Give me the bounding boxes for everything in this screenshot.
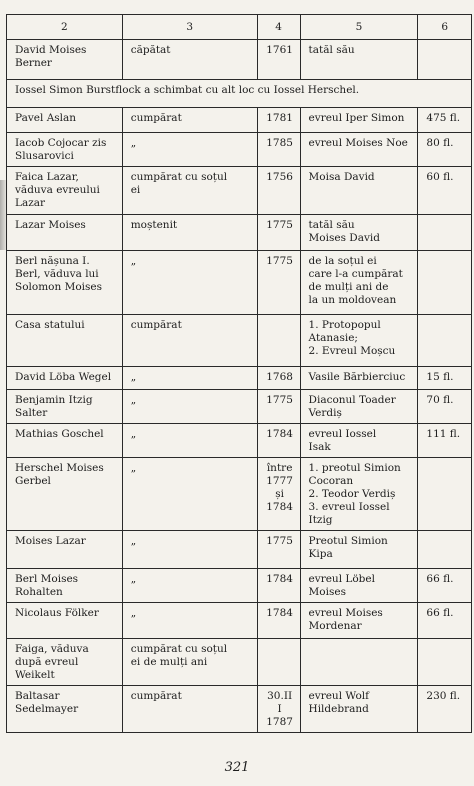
table-row	[7, 603, 472, 639]
cell-line: 80 fl.	[426, 137, 454, 149]
price-cell	[418, 458, 472, 531]
cell-line: Sedelmayer	[15, 703, 79, 715]
cell-line: 1775	[266, 394, 293, 406]
cell-line: Moises David	[308, 232, 380, 244]
cell-line: Faiga, văduva	[15, 643, 89, 655]
cell-line: de la soțul ei	[308, 255, 377, 267]
year-cell	[257, 251, 300, 315]
seller-cell	[300, 686, 418, 733]
column-number: 2	[7, 15, 123, 40]
seller-cell	[300, 367, 418, 390]
seller-cell	[300, 390, 418, 424]
cell-line: 1768	[266, 371, 293, 383]
price-cell	[418, 40, 472, 80]
table-row	[7, 639, 472, 686]
cell-line: cumpărat	[130, 319, 182, 331]
cell-line: „	[130, 428, 137, 440]
cell-line: Mordenar	[308, 620, 362, 632]
cell-line: 15 fl.	[426, 371, 454, 383]
cell-line: Berl Moises	[15, 573, 79, 585]
table-row	[7, 531, 472, 569]
cell-line: 30.III	[267, 690, 293, 715]
cell-line: 1775	[266, 535, 293, 547]
cell-line: 475 fl.	[426, 112, 461, 124]
year-cell	[257, 424, 300, 458]
owner-cell	[7, 108, 123, 133]
year-cell	[257, 215, 300, 251]
cell-line: căpătat	[130, 44, 171, 56]
year-cell	[257, 108, 300, 133]
cell-line: 1781	[266, 112, 293, 124]
acquisition-cell	[122, 424, 257, 458]
cell-line: Berner	[15, 57, 52, 69]
owner-cell	[7, 133, 123, 167]
cell-line: Isak	[308, 441, 331, 453]
cell-line: și	[275, 488, 284, 500]
column-number: 5	[300, 15, 418, 40]
cell-line: Lazar Moises	[15, 219, 86, 231]
year-cell	[257, 133, 300, 167]
cell-line: Slusarovici	[15, 150, 74, 162]
year-cell	[257, 167, 300, 215]
cell-line: de mulți ani de	[308, 281, 389, 293]
cell-line: „	[130, 137, 137, 149]
cell-line: Moisa David	[308, 171, 375, 183]
table-row	[7, 133, 472, 167]
cell-line: Mathias Goschel	[15, 428, 104, 440]
cell-line: 1785	[266, 137, 293, 149]
seller-cell	[300, 167, 418, 215]
acquisition-cell	[122, 390, 257, 424]
cell-line: 1784	[266, 607, 293, 619]
table-row	[7, 40, 472, 80]
cell-line: 1756	[266, 171, 293, 183]
owner-cell	[7, 458, 123, 531]
acquisition-cell	[122, 167, 257, 215]
cell-line: evreul Moises Noe	[308, 137, 408, 149]
owner-cell	[7, 424, 123, 458]
cell-line: Kipa	[308, 548, 333, 560]
cell-line: la un moldovean	[308, 294, 397, 306]
cell-line: Berl nășuna I.	[15, 255, 90, 267]
cell-line: „	[130, 462, 137, 474]
cell-line: 2. Teodor Verdiș	[308, 488, 396, 500]
cell-line: Iacob Cojocar zis	[15, 137, 107, 149]
cell-line: David Löba Wegel	[15, 371, 112, 383]
acquisition-cell	[122, 686, 257, 733]
cell-line: 66 fl.	[426, 607, 454, 619]
cell-line: Pavel Aslan	[15, 112, 77, 124]
price-cell	[418, 108, 472, 133]
cell-line: „	[130, 255, 137, 267]
year-cell	[257, 458, 300, 531]
cell-line: 1787	[266, 716, 293, 728]
year-cell	[257, 603, 300, 639]
cell-line: 60 fl.	[426, 171, 454, 183]
ledger-body	[7, 40, 472, 733]
cell-line: „	[130, 573, 137, 585]
acquisition-cell	[122, 531, 257, 569]
acquisition-cell	[122, 603, 257, 639]
cell-line: ei	[130, 184, 141, 196]
table-row	[7, 367, 472, 390]
price-cell	[418, 167, 472, 215]
owner-cell	[7, 251, 123, 315]
seller-cell	[300, 215, 418, 251]
cell-line: Vasile Bărbierciuc	[308, 371, 406, 383]
table-row	[7, 215, 472, 251]
cell-line: cumpărat	[130, 690, 182, 702]
cell-line: 2. Evreul Moșcu	[308, 345, 396, 357]
cell-line: 3. evreul Iossel	[308, 501, 390, 513]
cell-line: Baltasar	[15, 690, 60, 702]
acquisition-cell	[122, 215, 257, 251]
acquisition-cell	[122, 315, 257, 367]
owner-cell	[7, 686, 123, 733]
year-cell	[257, 531, 300, 569]
cell-line: 1761	[266, 44, 293, 56]
cell-line: 230 fl.	[426, 690, 461, 702]
cell-line: moștenit	[130, 219, 178, 231]
cell-line: după evreul	[15, 656, 79, 668]
owner-cell	[7, 390, 123, 424]
owner-cell	[7, 639, 123, 686]
cell-line: 1784	[266, 501, 293, 513]
column-number: 6	[418, 15, 472, 40]
table-row	[7, 424, 472, 458]
cell-line: Weikelt	[15, 669, 55, 681]
seller-cell	[300, 569, 418, 603]
owner-cell	[7, 531, 123, 569]
owner-cell	[7, 167, 123, 215]
owner-cell	[7, 367, 123, 390]
table-row	[7, 686, 472, 733]
price-cell	[418, 531, 472, 569]
cell-line: Moises Lazar	[15, 535, 86, 547]
column-number: 3	[122, 15, 257, 40]
acquisition-cell	[122, 639, 257, 686]
cell-line: „	[130, 371, 137, 383]
cell-line: evreul Moises	[308, 607, 383, 619]
cell-line: evreul Löbel	[308, 573, 375, 585]
year-cell	[257, 315, 300, 367]
price-cell	[418, 686, 472, 733]
year-cell	[257, 390, 300, 424]
cell-line: David Moises	[15, 44, 87, 56]
cell-line: evreul Iossel	[308, 428, 377, 440]
table-row	[7, 458, 472, 531]
seller-cell	[300, 531, 418, 569]
cell-line: 1784	[266, 428, 293, 440]
cell-line: 1775	[266, 219, 293, 231]
cell-line: cumpărat cu soțul	[130, 643, 228, 655]
cell-line: Atanasie;	[308, 332, 358, 344]
table-row	[7, 390, 472, 424]
acquisition-cell	[122, 367, 257, 390]
cell-line: 1775	[266, 255, 293, 267]
seller-cell	[300, 424, 418, 458]
year-cell	[257, 686, 300, 733]
seller-cell	[300, 458, 418, 531]
table-row	[7, 108, 472, 133]
price-cell	[418, 215, 472, 251]
acquisition-cell	[122, 569, 257, 603]
column-number-row	[7, 15, 472, 40]
seller-cell	[300, 133, 418, 167]
note-cell: Iossel Simon Burstflock a schimbat cu alt loc cu Iossel Herschel.	[7, 80, 472, 108]
cell-line: Hildebrand	[308, 703, 369, 715]
page-number: 321	[224, 760, 250, 775]
table-row	[7, 167, 472, 215]
cell-line: Gerbel	[15, 475, 51, 487]
seller-cell	[300, 251, 418, 315]
seller-cell	[300, 603, 418, 639]
cell-line: tatăl său	[308, 44, 355, 56]
cell-line: Moises	[308, 586, 346, 598]
cell-line: Preotul Simion	[308, 535, 388, 547]
price-cell	[418, 133, 472, 167]
owner-cell	[7, 40, 123, 80]
cell-line: Casa statului	[15, 319, 85, 331]
price-cell	[418, 367, 472, 390]
cell-line: Solomon Moises	[15, 281, 102, 293]
cell-line: 1. Protopopul	[308, 319, 381, 331]
table-row	[7, 80, 472, 108]
cell-line: Berl, văduva lui	[15, 268, 99, 280]
cell-line: Benjamin Itzig	[15, 394, 93, 406]
cell-line: văduva evreului	[15, 184, 100, 196]
table-row	[7, 251, 472, 315]
table-row	[7, 569, 472, 603]
owner-cell	[7, 569, 123, 603]
cell-line: „	[130, 394, 137, 406]
seller-cell	[300, 639, 418, 686]
cell-line: evreul Iper Simon	[308, 112, 405, 124]
price-cell	[418, 603, 472, 639]
cell-line: 1. preotul Simion	[308, 462, 401, 474]
cell-line: Nicolaus Fölker	[15, 607, 99, 619]
table-row	[7, 315, 472, 367]
cell-line: „	[130, 535, 137, 547]
price-cell	[418, 569, 472, 603]
column-number: 4	[257, 15, 300, 40]
cell-line: care l-a cumpărat	[308, 268, 403, 280]
cell-line: 111 fl.	[426, 428, 461, 440]
year-cell	[257, 367, 300, 390]
year-cell	[257, 40, 300, 80]
price-cell	[418, 251, 472, 315]
cell-line: Itzig	[308, 514, 333, 526]
year-cell	[257, 639, 300, 686]
acquisition-cell	[122, 108, 257, 133]
owner-cell	[7, 215, 123, 251]
owner-cell	[7, 603, 123, 639]
cell-line: Faica Lazar,	[15, 171, 79, 183]
cell-line: 1784	[266, 573, 293, 585]
cell-line: 1777	[266, 475, 293, 487]
cell-line: Rohalten	[15, 586, 63, 598]
cell-line: Salter	[15, 407, 48, 419]
owner-cell	[7, 315, 123, 367]
price-cell	[418, 315, 472, 367]
seller-cell	[300, 40, 418, 80]
cell-line: 66 fl.	[426, 573, 454, 585]
price-cell	[418, 639, 472, 686]
cell-line: cumpărat cu soțul	[130, 171, 228, 183]
acquisition-cell	[122, 458, 257, 531]
price-cell	[418, 424, 472, 458]
property-ledger-table	[6, 14, 472, 733]
year-cell	[257, 569, 300, 603]
cell-line: tatăl său	[308, 219, 355, 231]
acquisition-cell	[122, 40, 257, 80]
cell-line: ei de mulți ani	[130, 656, 208, 668]
seller-cell	[300, 315, 418, 367]
cell-line: 70 fl.	[426, 394, 454, 406]
seller-cell	[300, 108, 418, 133]
cell-line: între	[266, 462, 293, 474]
cell-line: Cocoran	[308, 475, 354, 487]
price-cell	[418, 390, 472, 424]
cell-line: Herschel Moises	[15, 462, 104, 474]
cell-line: evreul Wolf	[308, 690, 370, 702]
cell-line: „	[130, 607, 137, 619]
cell-line: cumpărat	[130, 112, 182, 124]
cell-line: Diaconul Toader	[308, 394, 396, 406]
acquisition-cell	[122, 133, 257, 167]
cell-line: Verdiș	[308, 407, 342, 419]
cell-line: Lazar	[15, 197, 46, 209]
acquisition-cell	[122, 251, 257, 315]
